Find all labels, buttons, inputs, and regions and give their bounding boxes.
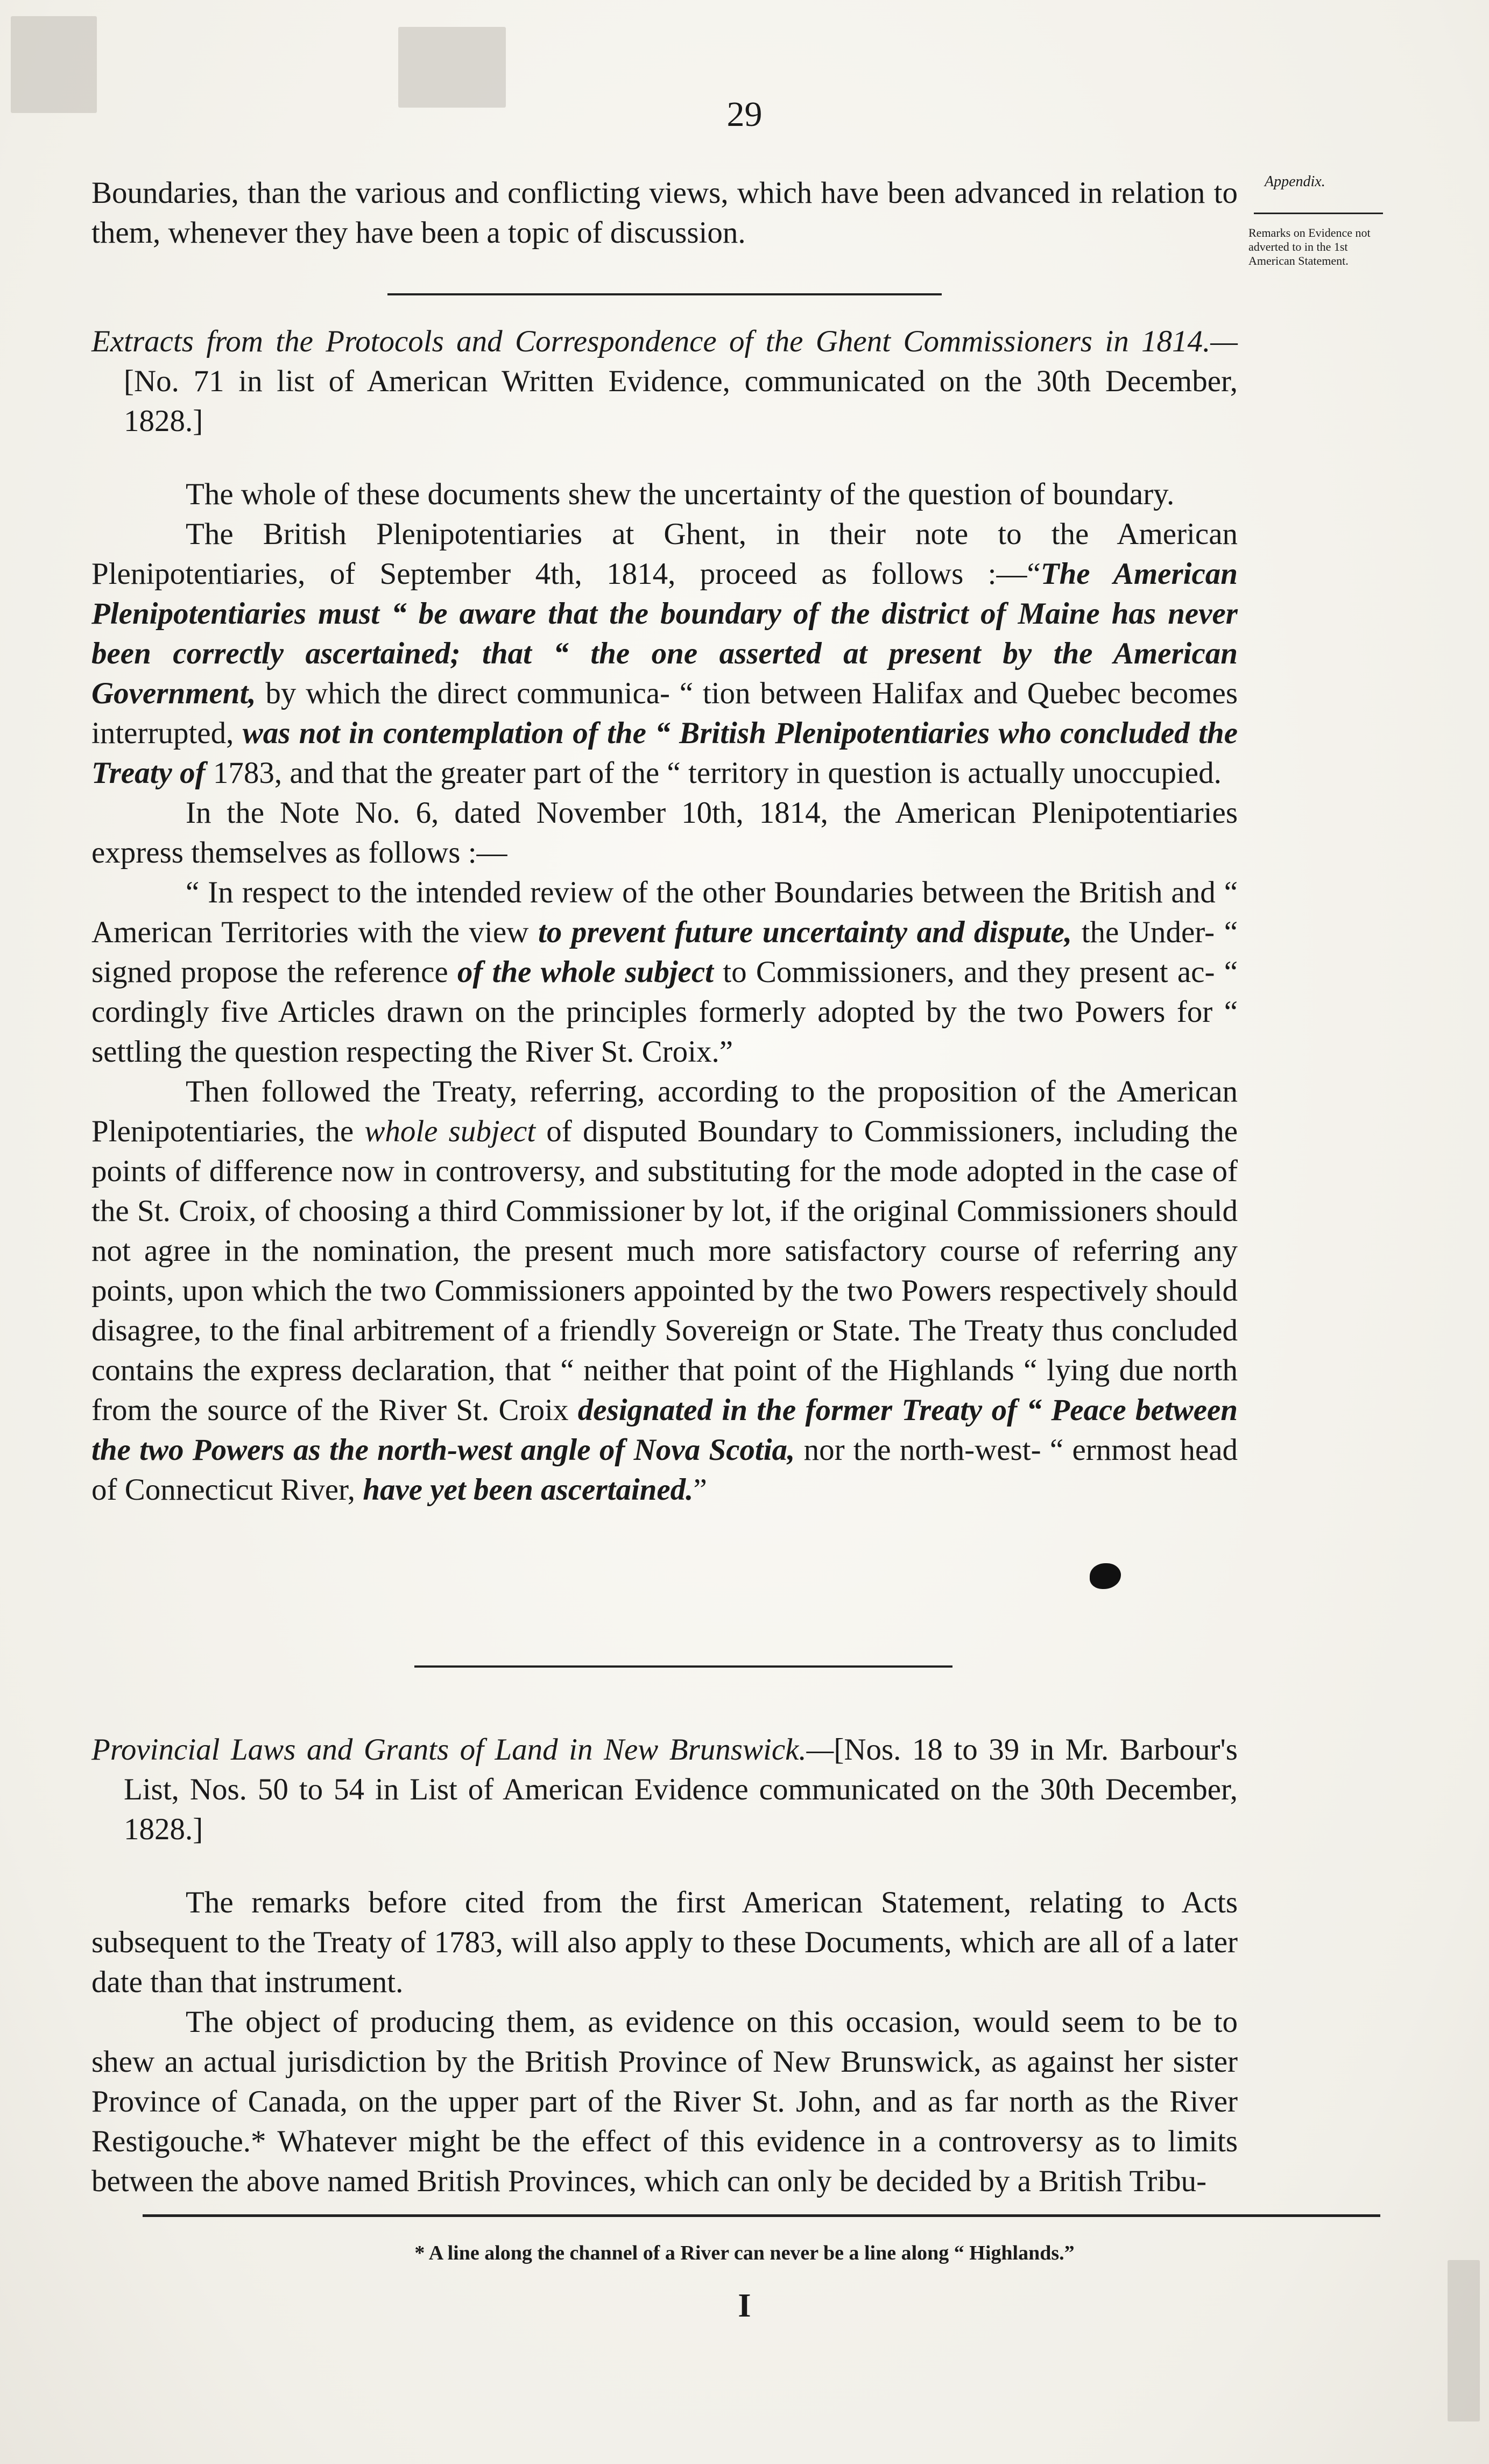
scan-noise: [11, 16, 97, 113]
scan-noise: [1448, 2260, 1480, 2421]
paragraph: Then followed the Treaty, referring, according to the proposition of the American Plenipotentiaries, the whole subject of disputed Boundary to Commissioners, including the points of difference now in controversy, and substituting for the mode adopted in the case of the St. Croix, of choosing a third Commissioner by lot, if the original Commissioners should not agree in the nomination, the present much more satisfactory course of referring any points, upon which the two Commissioners appointed by the two Powers respectively should disagree, to the final arbitrement of a friendly Sovereign or State. The Treaty thus concluded contains the express declaration, that “ neither that point of the Highlands “ lying due north from the source of the River St. Croix designated in the former Treaty of “ Peace between the two Powers as the north-west angle of Nova Scotia, nor the north-west- “ ernmost head of Connecticut River, have yet been ascertained.”: [91, 1075, 1238, 1507]
section-new-brunswick: [91, 1730, 1238, 2201]
section-nb-title: Provincial Laws and Grants of Land in New Brunswick.—: [91, 1733, 834, 1767]
margin-divider: [1254, 213, 1383, 214]
paragraph: In the Note No. 6, dated November 10th, 1814, the American Plenipotentiaries express themselves as follows :—: [91, 796, 1238, 870]
quotation: “ In respect to the intended review of the other Boundaries between the British and “ American Territories with the view to prevent future uncertainty and dispute, the Under- “ signed propose the reference of the whole subject to Commissioners, and they present ac- “ cordingly five Articles drawn on the principles formerly adopted by the two Powers for “ settling the question respecting the River St. Croix.”: [91, 876, 1238, 1069]
intro-text: Boundaries, than the various and conflicting views, which have been advanced in relation to them, whenever they have been a topic of discussion.: [91, 176, 1238, 250]
section-nb-ref: [Nos. 18 to 39 in Mr. Barbour's List, Nos. 50 to 54 in List of American Evidence communicated on the 30th December, 1828.]: [124, 1733, 1238, 1846]
footnote: * A line along the channel of a River can never be a line along “ Highlands.”: [414, 2242, 1075, 2264]
section-nb-heading: [91, 1730, 1238, 1849]
margin-note: Remarks on Evidence not adverted to in the 1st American Statement.: [1248, 226, 1371, 267]
section-ghent-ref: [No. 71 in list of American Written Evidence, communicated on the 30th December, 1828.]: [124, 364, 1238, 438]
signature-mark: I: [738, 2288, 751, 2324]
scan-noise: [398, 27, 506, 108]
page-number: 29: [726, 95, 763, 134]
section-ghent-title: Extracts from the Protocols and Correspondence of the Ghent Commissioners in 1814.—: [91, 324, 1238, 358]
footnote-divider: [143, 2214, 1380, 2217]
section-divider: [387, 293, 942, 295]
paragraph: The British Plenipotentiaries at Ghent, in their note to the American Plenipotentiaries, of September 4th, 1814, proceed as follows :—“The American Plenipotentiaries must “ be aware that the boundary of the district of Maine has never been correctly ascertained; that “ the one asserted at present by the American Government, by which the direct communica- “ tion between Halifax and Quebec becomes interrupted, was not in contemplation of the “ British Plenipotentiaries who concluded the Treaty of 1783, and that the greater part of the “ territory in question is actually unoccupied.: [91, 517, 1238, 790]
ink-blot: [1090, 1563, 1121, 1589]
section-ghent: [91, 322, 1238, 1510]
section-ghent-heading: [91, 322, 1238, 441]
paragraph: The whole of these documents shew the uncertainty of the question of boundary.: [186, 477, 1175, 511]
section-divider: [414, 1665, 952, 1668]
paragraph: The remarks before cited from the first American Statement, relating to Acts subsequent to the Treaty of 1783, will also apply to these Documents, which are all of a later date than that instrument.: [91, 1886, 1238, 1999]
paragraph: The object of producing them, as evidence on this occasion, would seem to be to shew an actual jurisdiction by the British Province of New Brunswick, as against her sister Province of Canada, on the upper part of the River St. John, and as far north as the River Restigouche.* Whatever might be the effect of this evidence in a controversy as to limits between the above named British Provinces, which can only be decided by a British Tribu-: [91, 2005, 1238, 2198]
intro-paragraph: [91, 173, 1238, 253]
margin-heading: Appendix.: [1265, 173, 1325, 190]
